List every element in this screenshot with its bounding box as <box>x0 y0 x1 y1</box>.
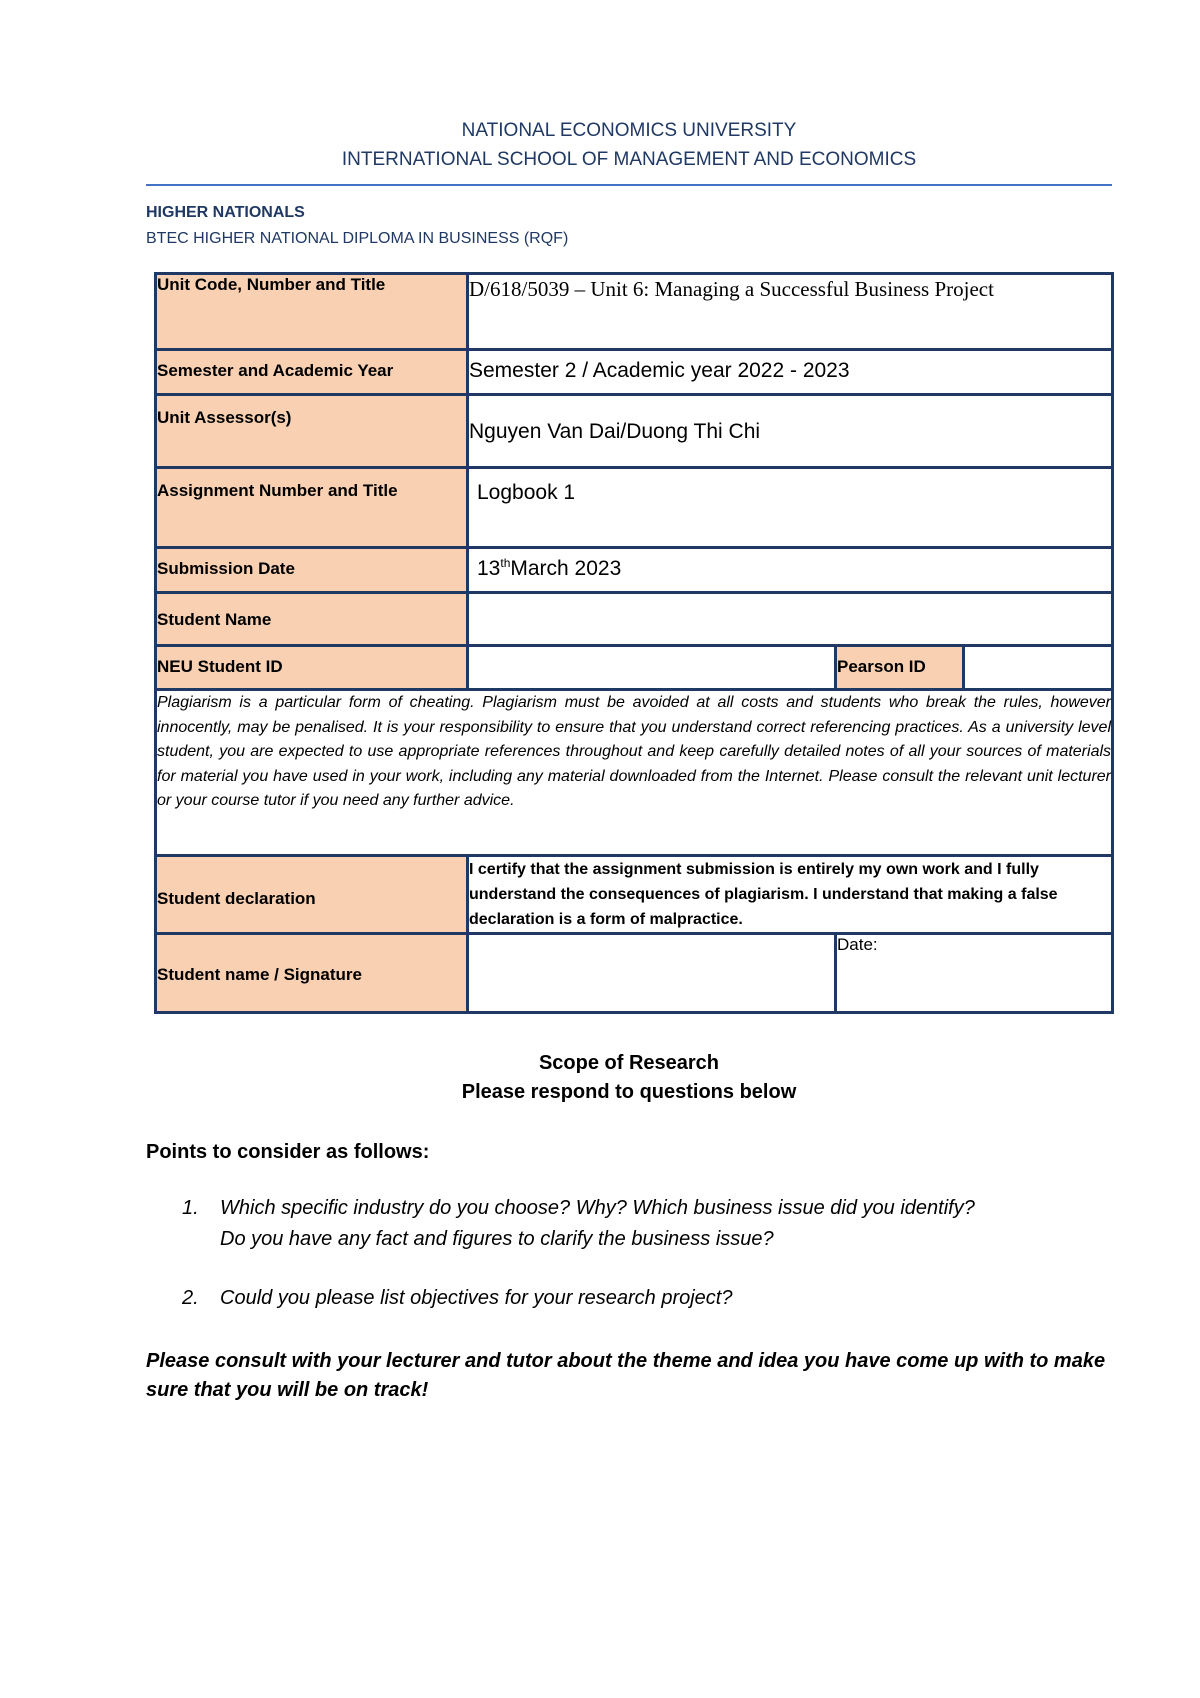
date-field[interactable]: Date: <box>836 934 1113 1013</box>
unit-code-value: D/618/5039 – Unit 6: Managing a Successful Business Project <box>468 274 1113 350</box>
semester-label: Semester and Academic Year <box>156 350 468 395</box>
header-divider <box>146 184 1112 186</box>
question-1-line-2: Do you have any fact and figures to clarify the business issue? <box>220 1228 774 1250</box>
declaration-label: Student declaration <box>156 856 468 934</box>
signature-field[interactable] <box>468 934 836 1013</box>
university-name: NATIONAL ECONOMICS UNIVERSITY <box>461 120 797 141</box>
semester-value: Semester 2 / Academic year 2022 - 2023 <box>468 350 1113 395</box>
student-name-label: Student Name <box>156 593 468 646</box>
question-1-line-1: Which specific industry do you choose? Why? Which business issue did you identify? <box>220 1197 975 1219</box>
submission-date-label: Submission Date <box>156 548 468 593</box>
plagiarism-notice: Plagiarism is a particular form of cheating. Plagiarism must be avoided at all costs and students who break the rules, however innocently, may be penalised. It is your responsibility to ensure that you understand correct referencing practices. As a university level student, you are expected to use appropriate references throughout and keep carefully detailed notes of all your sources of materials for material you have used in your work, including any material downloaded from the Internet. Please consult the relevant unit lecturer or your course tutor if you need any further advice. <box>156 690 1113 856</box>
points-label: Points to consider as follows: <box>146 1141 430 1163</box>
assignment-value: Logbook 1 <box>468 468 1113 548</box>
research-heading: Scope of Research <box>538 1052 720 1074</box>
neu-student-id-label: NEU Student ID <box>156 646 468 690</box>
school-name: INTERNATIONAL SCHOOL OF MANAGEMENT AND ECONOMICS <box>341 149 917 170</box>
student-name-field[interactable] <box>468 593 1113 646</box>
research-subheading: Please respond to questions below <box>461 1081 797 1103</box>
submission-date-value: 13thMarch 2023 <box>468 548 1113 593</box>
assessor-value: Nguyen Van Dai/Duong Thi Chi <box>468 395 1113 468</box>
closing-note: Please consult with your lecturer and tutor about the theme and idea you have come up with to make sure that you will be on track! <box>146 1350 1106 1401</box>
declaration-text: I certify that the assignment submission is entirely my own work and I fully understand the consequences of plagiarism. I understand that making a false declaration is a form of malpractice. <box>468 856 1113 934</box>
assignment-cover-form <box>154 272 1114 1014</box>
programme-title: HIGHER NATIONALS <box>146 204 305 221</box>
neu-student-id-field[interactable] <box>468 646 836 690</box>
question-2-line-1: Could you please list objectives for your research project? <box>220 1287 733 1309</box>
signature-label: Student name / Signature <box>156 934 468 1013</box>
assignment-label: Assignment Number and Title <box>156 468 468 548</box>
pearson-id-label: Pearson ID <box>836 646 964 690</box>
document-page: NATIONAL ECONOMICS UNIVERSITY INTERNATIONAL SCHOOL OF MANAGEMENT AND ECONOMICS HIGHER NATIONALS BTEC HIGHER NATIONAL DIPLOMA IN BUSINESS (RQF) Unit Code, Number and Title D/618/5039 – Unit 6: Managing a Successful Business Project Semester and Academic Year Semester 2 / Academic year 2022 - 2023 Unit Assessor(s) Nguyen Van Dai/Duong Thi Chi Assignment Number and Title Logbook 1 Submission Date 13thMarch 2023 Student Name NEU Student ID Pearson ID Plagiarism is a particular form of cheating. Plagiarism must be avoided at all costs and students who break the rules, however innocently, may be penalised. It is your responsibility to ensure that you understand correct referencing practices. As a university level student, you are expected to use appropriate references throughout and keep carefully detailed notes of all your sources of materials for material you have used in your work, including any material downloaded from the Internet. Please consult the relevant unit lecturer or your course tutor if you need any further advice. Student declaration I certify that the assignment submission is entirely my own work and I fully understand the consequences of plagiarism. I understand that making a false declaration is a form of malpractice. Student name / Signature Date: Scope of Research Please respond to questions below Points to consider as follows: 1. Which specific industry do you choose? Why? Which business issue did you identify? Do you have any fact and figures to clarify the business issue? 2. Could you please list objectives for your research project? Please consult with your lecturer and tutor about the theme and idea you have come up with to make sure that you will be on track! <box>0 0 1200 1698</box>
programme-subtitle: BTEC HIGHER NATIONAL DIPLOMA IN BUSINESS (RQF) <box>146 230 569 247</box>
assessor-label: Unit Assessor(s) <box>156 395 468 468</box>
unit-code-label: Unit Code, Number and Title <box>156 274 468 350</box>
pearson-id-field[interactable] <box>964 646 1113 690</box>
